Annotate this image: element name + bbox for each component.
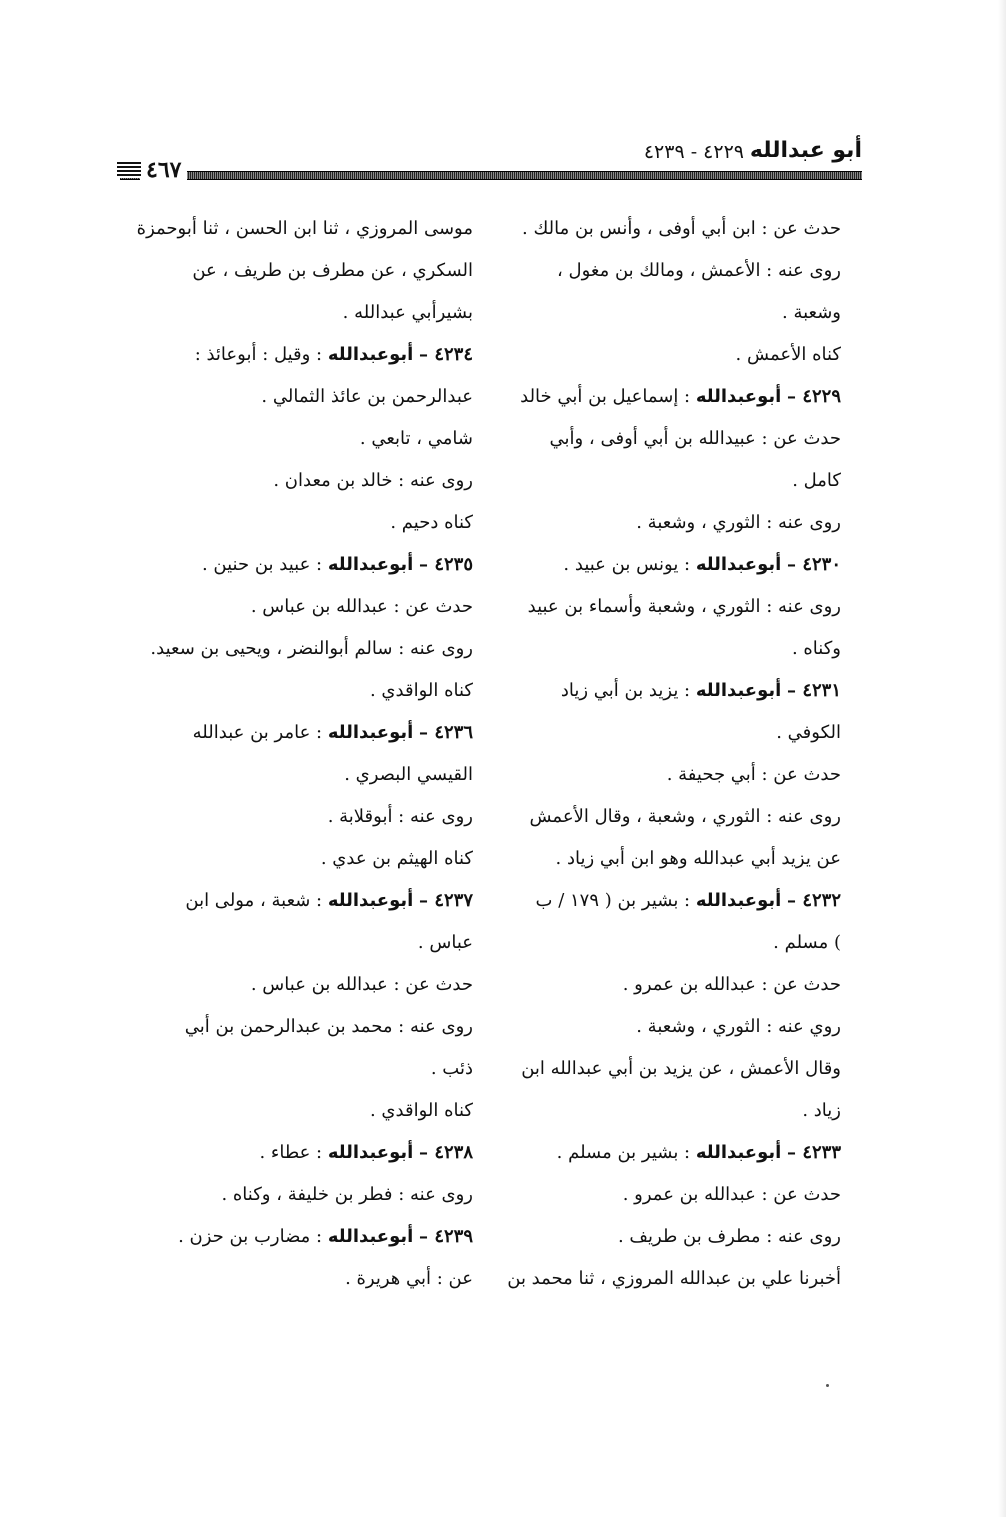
- text-line: [118, 1174, 473, 1216]
- text-line: [118, 754, 473, 796]
- entry-number: ٤٢٣٤ –: [419, 344, 473, 365]
- text-line: [486, 208, 841, 250]
- line-text: كناه دحيم .: [390, 512, 473, 533]
- text-line: [486, 922, 841, 964]
- text-line: [118, 502, 473, 544]
- entry-kunya: أبوعبدالله: [695, 386, 782, 407]
- line-text: حدث عن : عبيدالله بن أبي أوفى ، وأبي: [549, 428, 841, 449]
- line-text: : يزيد بن أبي زياد: [560, 680, 691, 701]
- text-line: [486, 250, 841, 292]
- entry-kunya: أبوعبدالله: [695, 554, 782, 575]
- text-line: [118, 670, 473, 712]
- text-line: [118, 1006, 473, 1048]
- text-line: [486, 1174, 841, 1216]
- entry-number: ٤٢٣٢ –: [787, 890, 841, 911]
- entry-heading-line: [486, 544, 841, 586]
- line-text: : عطاء .: [259, 1142, 323, 1163]
- entry-kunya: أبوعبدالله: [327, 722, 414, 743]
- line-text: ذئب .: [430, 1058, 473, 1079]
- line-text: روي عنه : الثوري ، وشعبة .: [636, 1016, 841, 1037]
- entry-heading-line: [118, 544, 473, 586]
- entry-number: ٤٢٣١ –: [787, 680, 841, 701]
- text-line: [118, 1048, 473, 1090]
- text-line: [486, 1216, 841, 1258]
- line-text: عن : أبي هريرة .: [345, 1268, 473, 1289]
- scan-edge-shadow: [998, 0, 1006, 1517]
- text-line: [118, 964, 473, 1006]
- line-text: روى عنه : الأعمش ، ومالك بن مغول ،: [556, 260, 841, 281]
- entry-heading-line: [486, 1132, 841, 1174]
- line-text: : مضارب بن حزن .: [178, 1226, 323, 1247]
- entry-kunya: أبوعبدالله: [327, 1226, 414, 1247]
- entry-heading-line: [118, 880, 473, 922]
- entry-number: ٤٢٢٩ –: [787, 386, 841, 407]
- running-head: [120, 138, 862, 164]
- text-line: [118, 376, 473, 418]
- text-line: [486, 418, 841, 460]
- text-line: [118, 1090, 473, 1132]
- entry-number: ٤٢٣٨ –: [419, 1142, 473, 1163]
- text-line: [118, 208, 473, 250]
- line-text: عباس .: [417, 932, 473, 953]
- text-line: [486, 712, 841, 754]
- entry-kunya: أبوعبدالله: [327, 554, 414, 575]
- text-line: [486, 754, 841, 796]
- entry-kunya: أبوعبدالله: [695, 1142, 782, 1163]
- text-line: [118, 250, 473, 292]
- line-text: القيسي البصري .: [344, 764, 473, 785]
- line-text: روى عنه : الثوري ، وشعبة وأسماء بن عبيد: [527, 596, 841, 617]
- entry-kunya: أبوعبدالله: [695, 890, 782, 911]
- line-text: كناه الواقدي .: [369, 1100, 473, 1121]
- text-line: [486, 502, 841, 544]
- entry-number: ٤٢٣٩ –: [419, 1226, 473, 1247]
- line-text: : عبيد بن حنين .: [201, 554, 323, 575]
- text-line: [118, 460, 473, 502]
- line-text: كناه الهيثم بن عدي .: [320, 848, 473, 869]
- line-text: : شعبة ، مولى ابن: [185, 890, 323, 911]
- line-text: روى عنه : الثوري ، وشعبة ، وقال الأعمش: [529, 806, 841, 827]
- line-text: ) مسلم .: [773, 932, 841, 953]
- header-rule: [120, 171, 862, 180]
- stray-dot: [826, 1384, 829, 1387]
- entry-kunya: أبوعبدالله: [327, 890, 414, 911]
- text-line: [486, 796, 841, 838]
- line-text: أخبرنا علي بن عبدالله المروزي ، ثنا محمد بن: [507, 1268, 841, 1289]
- line-text: كامل .: [792, 470, 841, 491]
- entry-heading-line: [118, 1132, 473, 1174]
- entry-heading-line: [118, 334, 473, 376]
- entry-kunya: أبوعبدالله: [327, 1142, 414, 1163]
- text-line: [486, 1048, 841, 1090]
- line-text: روى عنه : مطرف بن طريف .: [617, 1226, 841, 1247]
- line-text: حدث عن : عبدالله بن عمرو .: [622, 1184, 841, 1205]
- line-text: حدث عن : عبدالله بن عباس .: [250, 974, 473, 995]
- line-text: وكناه .: [791, 638, 841, 659]
- text-line: [486, 1006, 841, 1048]
- entry-heading-line: [486, 880, 841, 922]
- entry-heading-line: [118, 712, 473, 754]
- entry-number: ٤٢٣٦ –: [419, 722, 473, 743]
- line-text: كناه الأعمش .: [735, 344, 841, 365]
- line-text: الكوفي .: [776, 722, 841, 743]
- entry-heading-line: [486, 376, 841, 418]
- line-text: : بشير بن ( ١٧٩ / ب: [535, 890, 691, 911]
- text-line: [486, 292, 841, 334]
- text-line: [486, 838, 841, 880]
- line-text: حدث عن : عبدالله بن عباس .: [250, 596, 473, 617]
- line-text: : يونس بن عبيد .: [563, 554, 691, 575]
- line-text: شامي ، تابعي .: [359, 428, 473, 449]
- left-column: [118, 208, 473, 1300]
- entry-heading-line: [118, 1216, 473, 1258]
- right-column: [486, 208, 841, 1300]
- text-line: [486, 1258, 841, 1300]
- line-text: عن يزيد أبي عبدالله وهو ابن أبي زياد .: [555, 848, 841, 869]
- line-text: كناه الواقدي .: [369, 680, 473, 701]
- text-line: [486, 964, 841, 1006]
- text-line: [118, 922, 473, 964]
- text-line: [118, 1258, 473, 1300]
- header-ornament: [117, 162, 141, 178]
- line-text: : بشير بن مسلم .: [556, 1142, 691, 1163]
- text-line: [486, 460, 841, 502]
- text-line: [118, 292, 473, 334]
- line-text: : عامر بن عبدالله: [192, 722, 323, 743]
- text-line: [486, 628, 841, 670]
- line-text: : وقيل : أبوعائذ :: [194, 344, 323, 365]
- line-text: عبدالرحمن بن عائذ الثمالي .: [261, 386, 473, 407]
- text-line: [118, 628, 473, 670]
- text-line: [118, 586, 473, 628]
- text-line: [118, 838, 473, 880]
- entry-kunya: أبوعبدالله: [695, 680, 782, 701]
- entry-heading-line: [486, 670, 841, 712]
- line-text: روى عنه : سالم أبوالنضر ، ويحيى بن سعيد.: [150, 638, 473, 659]
- entry-number: ٤٢٣٥ –: [419, 554, 473, 575]
- running-head-title: أبو عبدالله: [749, 138, 862, 163]
- text-line: [486, 334, 841, 376]
- line-text: حدث عن : عبدالله بن عمرو .: [622, 974, 841, 995]
- line-text: وقال الأعمش ، عن يزيد بن أبي عبدالله ابن: [521, 1058, 841, 1079]
- line-text: زياد .: [802, 1100, 841, 1121]
- text-line: [486, 1090, 841, 1132]
- entry-kunya: أبوعبدالله: [327, 344, 414, 365]
- line-text: روى عنه : فطر بن خليفة ، وكناه .: [221, 1184, 473, 1205]
- line-text: روى عنه : خالد بن معدان .: [273, 470, 473, 491]
- running-head-entry-range: ٤٢٢٩ - ٤٢٣٩: [643, 141, 744, 163]
- text-line: [118, 418, 473, 460]
- page-number: ٤٦٧: [140, 158, 187, 182]
- line-text: السكري ، عن مطرف بن طريف ، عن: [192, 260, 473, 281]
- line-text: : إسماعيل بن أبي خالد: [520, 386, 691, 407]
- line-text: روى عنه : الثوري ، وشعبة .: [636, 512, 841, 533]
- entry-number: ٤٢٣٣ –: [787, 1142, 841, 1163]
- entry-number: ٤٢٣٠ –: [787, 554, 841, 575]
- line-text: بشيرأبي عبدالله .: [342, 302, 473, 323]
- line-text: وشعبة .: [782, 302, 841, 323]
- line-text: موسى المروزي ، ثنا ابن الحسن ، ثنا أبوحمزة: [136, 218, 473, 239]
- line-text: روى عنه : محمد بن عبدالرحمن بن أبي: [184, 1016, 473, 1037]
- line-text: حدث عن : أبي جحيفة .: [666, 764, 841, 785]
- text-line: [486, 586, 841, 628]
- line-text: روى عنه : أبوقلابة .: [327, 806, 473, 827]
- text-line: [118, 796, 473, 838]
- line-text: حدث عن : ابن أبي أوفى ، وأنس بن مالك .: [522, 218, 841, 239]
- entry-number: ٤٢٣٧ –: [419, 890, 473, 911]
